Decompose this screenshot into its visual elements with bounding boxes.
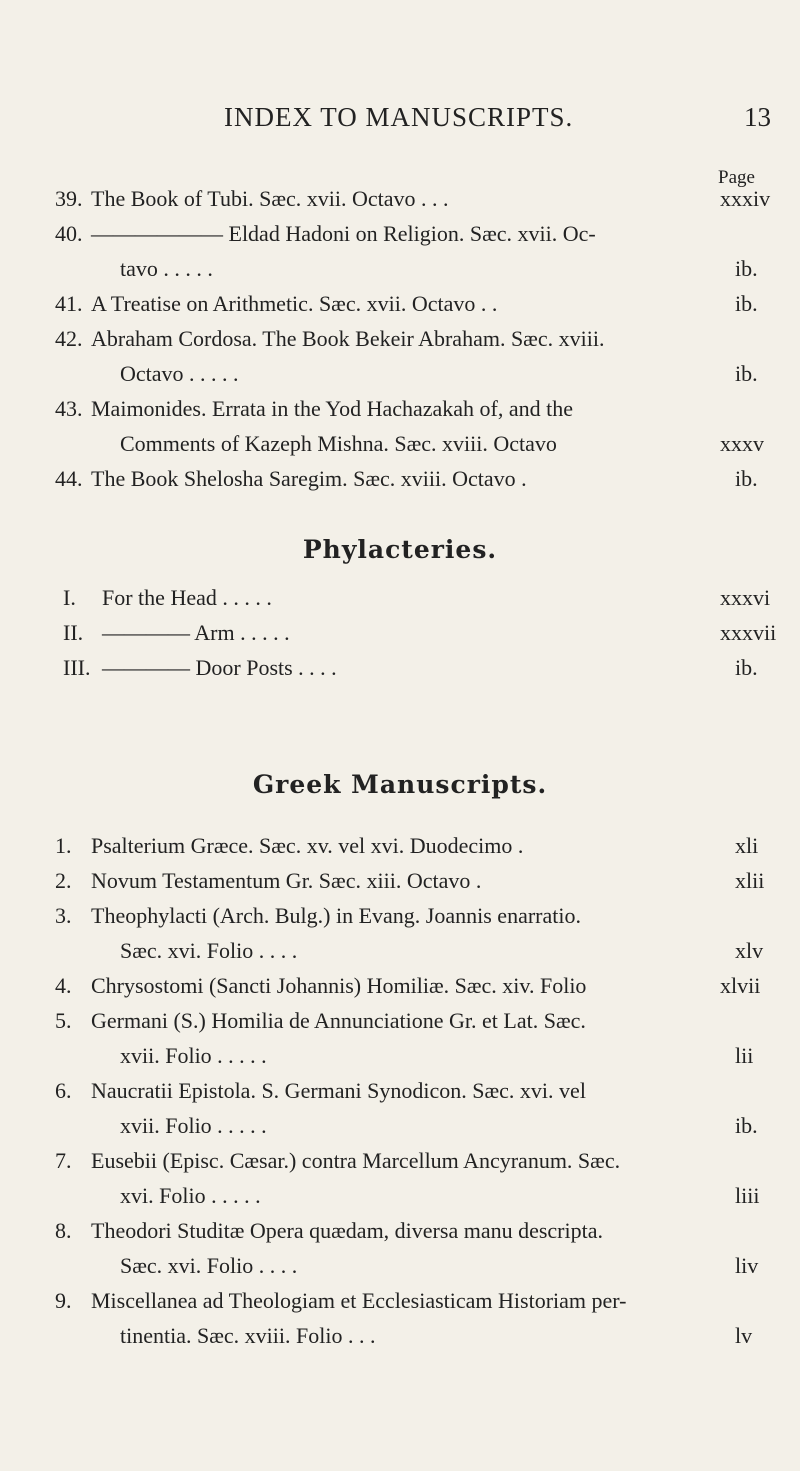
entry-text: For the Head . . . . .	[102, 585, 272, 610]
list-item	[0, 1073, 800, 1143]
entry-text: Maimonides. Errata in the Yod Hachazakah of, and the	[91, 396, 574, 421]
entry-text: Theodori Studitæ Opera quædam, diversa manu descripta.	[91, 1218, 603, 1243]
list-item	[0, 391, 800, 461]
entry-page: ib.	[735, 655, 758, 680]
list-item	[0, 216, 800, 286]
entry-text-continued: Comments of Kazeph Mishna. Sæc. xviii. Octavo	[120, 431, 557, 456]
entry-number: 4.	[55, 973, 72, 998]
entry-text-continued: xvi. Folio . . . . .	[120, 1183, 261, 1208]
entry-page: liii	[735, 1183, 760, 1208]
section-heading-greek-manuscripts: Greek Manuscripts.	[252, 770, 548, 799]
entry-number: 6.	[55, 1078, 72, 1103]
entry-number: 40.	[55, 221, 83, 246]
section-heading-phylacteries: Phylacteries.	[302, 535, 498, 564]
entry-text: Miscellanea ad Theologiam et Ecclesiasticam Historiam per-	[91, 1288, 627, 1313]
entry-page: xxxiv	[720, 186, 771, 211]
entry-number: 41.	[55, 291, 83, 316]
entry-text-continued: Sæc. xvi. Folio . . . .	[120, 1253, 298, 1278]
entry-text: The Book of Tubi. Sæc. xvii. Octavo . . .	[91, 186, 449, 211]
entry-number: 39.	[55, 186, 83, 211]
phylacteries-list	[0, 580, 800, 685]
entry-number: II.	[63, 620, 84, 645]
list-item	[0, 1143, 800, 1213]
list-item	[0, 321, 800, 391]
entry-page: xli	[735, 833, 759, 858]
hebrew-manuscripts-list	[0, 181, 800, 496]
entry-page: xxxv	[720, 431, 764, 456]
entry-page: xlii	[735, 868, 765, 893]
list-item	[0, 968, 800, 1003]
entry-text: Theophylacti (Arch. Bulg.) in Evang. Joannis enarratio.	[91, 903, 581, 928]
entry-text: A Treatise on Arithmetic. Sæc. xvii. Octavo . .	[91, 291, 498, 316]
entry-page: ib.	[735, 1113, 758, 1138]
entry-number: 3.	[55, 903, 72, 928]
entry-page: lv	[735, 1323, 753, 1348]
entry-text: ———— Arm . . . . .	[102, 620, 290, 645]
entry-number: 42.	[55, 326, 83, 351]
list-item	[0, 1003, 800, 1073]
entry-text-continued: Sæc. xvi. Folio . . . .	[120, 938, 298, 963]
page-number: 13	[744, 102, 771, 132]
list-item	[0, 461, 800, 496]
running-header	[0, 102, 800, 142]
entry-page: xlv	[735, 938, 764, 963]
entry-text-continued: xvii. Folio . . . . .	[120, 1113, 267, 1138]
entry-text-continued: tavo . . . . .	[120, 256, 213, 281]
entry-text: —————— Eldad Hadoni on Religion. Sæc. xvii. Oc-	[91, 221, 596, 246]
entry-number: 43.	[55, 396, 83, 421]
entry-page: ib.	[735, 256, 758, 281]
entry-text: Eusebii (Episc. Cæsar.) contra Marcellum Ancyranum. Sæc.	[91, 1148, 621, 1173]
entry-number: 7.	[55, 1148, 72, 1173]
entry-page: ib.	[735, 291, 758, 316]
entry-text: The Book Shelosha Saregim. Sæc. xviii. Octavo .	[91, 466, 527, 491]
entry-page: ib.	[735, 466, 758, 491]
entry-text-continued: xvii. Folio . . . . .	[120, 1043, 267, 1068]
entry-page: xxxvi	[720, 585, 771, 610]
page-title: INDEX TO MANUSCRIPTS.	[224, 102, 574, 132]
list-item	[0, 898, 800, 968]
entry-text: Novum Testamentum Gr. Sæc. xiii. Octavo .	[91, 868, 482, 893]
entry-text: Naucratii Epistola. S. Germani Synodicon. Sæc. xvi. vel	[91, 1078, 586, 1103]
entry-page: xxxvii	[720, 620, 777, 645]
entry-text-continued: tinentia. Sæc. xviii. Folio . . .	[120, 1323, 376, 1348]
entry-text: Chrysostomi (Sancti Johannis) Homiliæ. Sæc. xiv. Folio	[91, 973, 587, 998]
entry-page: liv	[735, 1253, 759, 1278]
entry-text: Abraham Cordosa. The Book Bekeir Abraham. Sæc. xviii.	[91, 326, 605, 351]
entry-page: ib.	[735, 361, 758, 386]
entry-text: Germani (S.) Homilia de Annunciatione Gr. et Lat. Sæc.	[91, 1008, 586, 1033]
entry-number: 5.	[55, 1008, 72, 1033]
list-item	[0, 828, 800, 863]
list-item	[0, 580, 800, 615]
list-item	[0, 615, 800, 650]
list-item	[0, 181, 800, 216]
entry-number: 1.	[55, 833, 72, 858]
list-item	[0, 286, 800, 321]
entry-number: 8.	[55, 1218, 72, 1243]
list-item	[0, 863, 800, 898]
entry-text-continued: Octavo . . . . .	[120, 361, 239, 386]
entry-number: 9.	[55, 1288, 72, 1313]
entry-number: I.	[63, 585, 76, 610]
greek-manuscripts-list	[0, 828, 800, 1353]
list-item	[0, 1213, 800, 1283]
entry-page: xlvii	[720, 973, 761, 998]
entry-number: III.	[63, 655, 91, 680]
entry-text: Psalterium Græce. Sæc. xv. vel xvi. Duodecimo .	[91, 833, 524, 858]
entry-page: lii	[735, 1043, 754, 1068]
list-item	[0, 650, 800, 685]
page-column-header: Page	[718, 167, 755, 188]
entry-number: 2.	[55, 868, 72, 893]
entry-text: ———— Door Posts . . . .	[102, 655, 337, 680]
list-item	[0, 1283, 800, 1353]
entry-number: 44.	[55, 466, 83, 491]
